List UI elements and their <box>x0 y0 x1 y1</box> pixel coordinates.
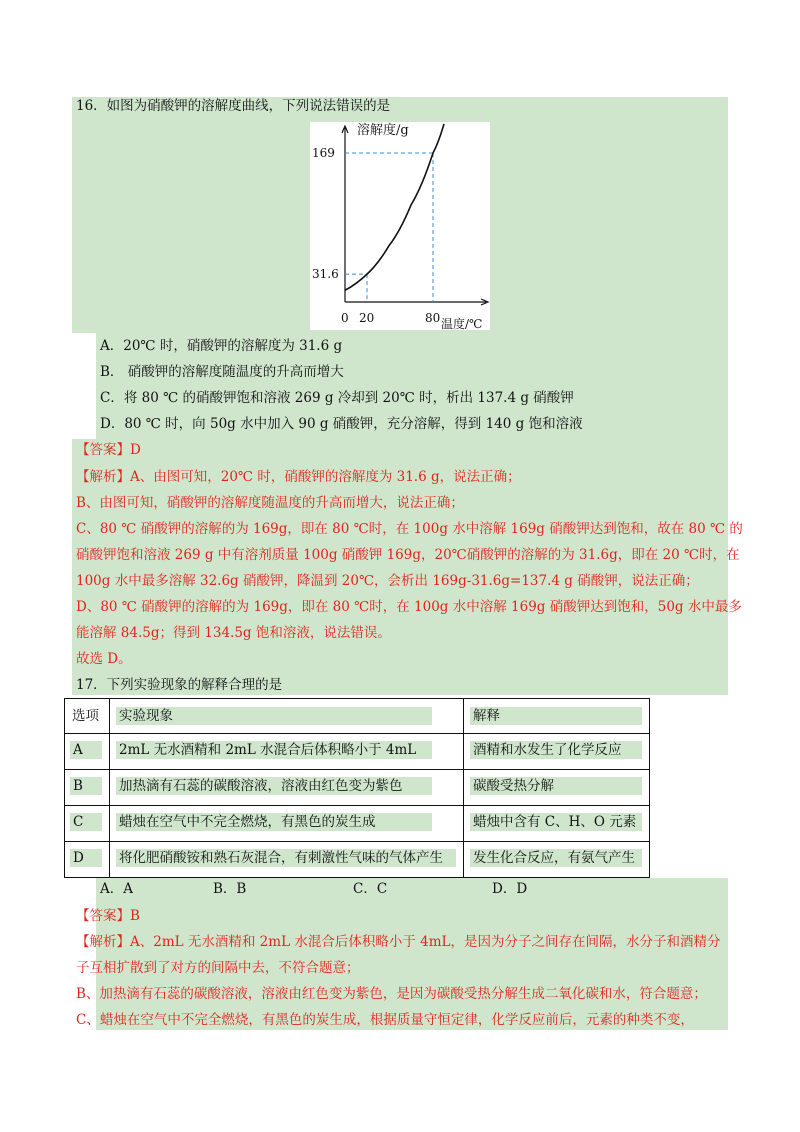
q16-option-c: C．将 80 ℃ 的硝酸钾饱和溶液 269 g 冷却到 20℃ 时，析出 137.4 g 硝酸钾 <box>100 390 574 406</box>
chart-xlabel: 温度/℃ <box>441 317 483 330</box>
q16-answer-tag: 【答案】 <box>76 442 130 458</box>
q17-analysis-3: C、蜡烛在空气中不完全燃烧，有黑色的炭生成，根据质量守恒定律，化学反应前后，元素的种类不变， <box>76 1012 694 1028</box>
q17-stem: 17．下列实验现象的解释合理的是 <box>76 677 283 693</box>
q17-analysis-0: 【解析】A、2mL 无水酒精和 2mL 水混合后体积略小于 4mL，是因为分子之间存在间隔，水分子和酒精分 <box>76 934 721 950</box>
table-row-b-explanation: 碳酸受热分解 <box>473 778 554 794</box>
chart-ylabel: 溶解度/g <box>357 123 409 138</box>
table-header-explanation: 解释 <box>473 708 500 724</box>
table-header-option: 选项 <box>72 708 99 724</box>
q17-table <box>64 698 650 878</box>
table-row-d-explanation: 发生化合反应，有氨气产生 <box>473 850 635 866</box>
table-row-c-phenomenon: 蜡烛在空气中不完全燃烧，有黑色的炭生成 <box>119 814 376 830</box>
table-row-a-phenomenon: 2mL 无水酒精和 2mL 水混合后体积略小于 4mL <box>119 742 417 758</box>
x-tick-label: 80 <box>425 311 441 325</box>
table-row-a-explanation: 酒精和水发生了化学反应 <box>473 742 622 758</box>
q17-analysis-tag: 【解析】 <box>76 934 130 950</box>
table-row-a-option: A <box>73 742 83 758</box>
y-tick-label: 169 <box>312 146 335 160</box>
x-tick-label: 20 <box>359 311 375 325</box>
x-tick-label: 0 <box>341 311 349 325</box>
table-row-d-option: D <box>73 850 84 866</box>
q16-analysis-0: 【解析】A、由图可知，20℃ 时，硝酸钾的溶解度为 31.6 g，说法正确； <box>76 469 521 485</box>
q16-analysis-7: 故选 D。 <box>76 651 132 667</box>
q17-analysis-1: 子互相扩散到了对方的间隔中去，不符合题意； <box>76 960 360 976</box>
q16-analysis-2: C、80 ℃ 硝酸钾的溶解的为 169g，即在 80 ℃时，在 100g 水中溶解 169g 硝酸钾达到饱和，故在 80 ℃ 的 <box>76 521 743 537</box>
q17-option-d: D．D <box>492 881 528 897</box>
q16-option-b: B． 硝酸钾的溶解度随温度的升高而增大 <box>100 364 344 380</box>
q17-option-c: C．C <box>353 881 388 897</box>
q16-option-d: D．80 ℃ 时，向 50g 水中加入 90 g 硝酸钾，充分溶解，得到 140 g 饱和溶液 <box>100 416 583 432</box>
q16-analysis-5: D、80 ℃ 硝酸钾的溶解的为 169g，即在 80 ℃时，在 100g 水中溶解 169g 硝酸钾达到饱和，50g 水中最多 <box>76 599 742 615</box>
table-row-c-option: C <box>73 814 84 830</box>
table-row-c-explanation: 蜡烛中含有 C、H、O 元素 <box>473 814 637 830</box>
q16-analysis-1: B、由图可知，硝酸钾的溶解度随温度的升高而增大，说法正确； <box>76 495 464 511</box>
q17-answer <box>76 907 140 926</box>
q17-analysis-2: B、加热滴有石蕊的碳酸溶液，溶液由红色变为紫色，是因为碳酸受热分解生成二氧化碳和水，符合题意； <box>76 986 707 1002</box>
q16-option-a: A．20℃ 时，硝酸钾的溶解度为 31.6 g <box>100 338 343 354</box>
q16-analysis-tag: 【解析】 <box>76 469 130 485</box>
q16-answer <box>76 441 141 460</box>
y-tick-label: 31.6 <box>312 267 339 282</box>
q16-analysis-3: 硝酸钾饱和溶液 269 g 中有溶剂质量 100g 硝酸钾 169g，20℃硝酸钾的溶解的为 31.6g，即在 20 ℃时，在 <box>76 547 740 563</box>
table-header-phenomenon: 实验现象 <box>119 708 173 724</box>
table-row-b-option: B <box>73 778 83 794</box>
solubility-chart <box>310 122 490 330</box>
q17-answer-value: B <box>130 908 140 924</box>
table-row-b-phenomenon: 加热滴有石蕊的碳酸溶液，溶液由红色变为紫色 <box>119 778 403 794</box>
table-row-d-phenomenon: 将化肥硝酸铵和熟石灰混合，有刺激性气味的气体产生 <box>119 850 443 866</box>
q17-option-b: B．B <box>213 881 247 897</box>
q16-analysis-4: 100g 水中最多溶解 32.6g 硝酸钾，降温到 20℃，会析出 169g-31.6g=137.4 g 硝酸钾，说法正确； <box>76 573 699 589</box>
q16-analysis-6: 能溶解 84.5g；得到 134.5g 饱和溶液，说法错误。 <box>76 625 391 641</box>
q16-answer-value: D <box>130 442 141 458</box>
q17-answer-tag: 【答案】 <box>76 908 130 924</box>
q16-stem: 16．如图为硝酸钾的溶解度曲线，下列说法错误的是 <box>76 98 391 114</box>
q17-option-a: A．A <box>100 881 133 897</box>
highlight-q17-analysis <box>96 878 728 1030</box>
